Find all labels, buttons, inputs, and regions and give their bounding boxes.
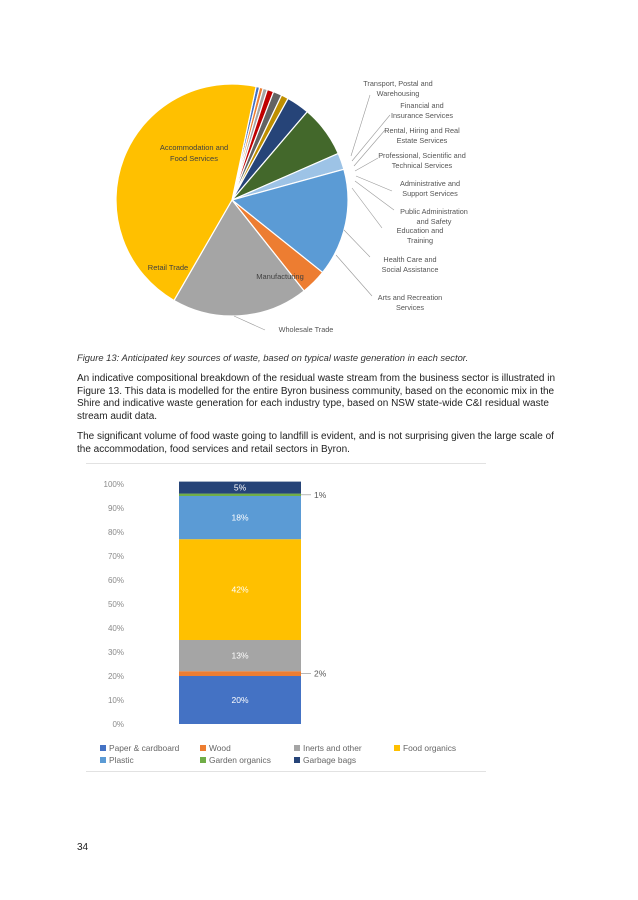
bar-data-label: 42%	[231, 584, 249, 595]
callout-leader-line	[354, 130, 385, 166]
bar-data-label: 1%	[314, 489, 327, 500]
bar-data-label: 13%	[231, 650, 249, 661]
pie-callout-label: Support Services	[402, 189, 458, 198]
callout-leader-line	[336, 255, 372, 296]
pie-callout-label: Rental, Hiring and Real	[384, 126, 460, 135]
y-tick-label: 80%	[107, 528, 124, 537]
legend-swatch	[100, 745, 106, 751]
pie-callout-label: Services	[396, 303, 424, 312]
body-paragraph-1: An indicative compositional breakdown of the residual waste stream from the business sector is illustrated in Figure 13. This data is modelled for the entire Byron business community, based on the economic mix in the Shire and indicative waste generation for each industry type, based on NSW state-wide C&I residual waste stream audit data.	[77, 373, 556, 422]
sector-pie-chart	[0, 0, 638, 345]
y-tick-label: 0%	[112, 720, 124, 729]
legend-swatch	[294, 745, 300, 751]
y-tick-label: 10%	[107, 696, 124, 705]
legend-item	[200, 743, 231, 753]
legend-label: Paper & cardboard	[109, 743, 180, 753]
pie-callout-label: Warehousing	[376, 89, 420, 98]
y-tick-label: 100%	[103, 480, 124, 489]
bar-data-label: 2%	[314, 668, 327, 679]
callout-leader-line	[355, 158, 378, 171]
legend-item	[294, 743, 362, 753]
callout-leader-line	[234, 316, 265, 330]
pie-callout-label: and Safety	[416, 217, 452, 226]
callout-leader-line	[355, 181, 394, 210]
legend-item	[100, 743, 179, 753]
pie-callout-label: Wholesale Trade	[278, 325, 334, 334]
legend-label: Inerts and other	[303, 743, 362, 753]
bar-data-label: 18%	[231, 512, 249, 523]
legend-item	[394, 743, 456, 753]
callout-leader-line	[344, 230, 370, 257]
legend-label: Wood	[209, 743, 231, 753]
pie-callout-label: Arts and Recreation	[377, 293, 443, 302]
y-tick-label: 30%	[107, 648, 124, 657]
pie-callout-label: Health Care and	[383, 255, 437, 264]
y-tick-label: 90%	[107, 504, 124, 513]
legend-label: Food organics	[403, 743, 457, 753]
stacked-bar-svg	[86, 464, 486, 771]
pie-callout-label: Training	[406, 236, 434, 245]
legend-label: Plastic	[109, 755, 134, 765]
legend-item	[200, 755, 271, 765]
pie-inner-label: Accommodation and	[159, 143, 229, 152]
legend-label: Garbage bags	[303, 755, 357, 765]
waste-composition-chart	[86, 463, 486, 772]
pie-callout-label: Public Administration	[400, 207, 468, 216]
legend-item	[294, 755, 356, 765]
pie-callout-label: Professional, Scientific and	[378, 151, 466, 160]
bar-data-label: 20%	[231, 695, 249, 705]
pie-callout-label: Technical Services	[391, 161, 453, 170]
pie-callout-label: Education and	[396, 226, 444, 235]
y-tick-label: 40%	[107, 624, 124, 633]
page-number: 34	[77, 842, 89, 853]
y-tick-label: 50%	[107, 600, 124, 609]
bar-segment	[179, 494, 301, 496]
y-tick-label: 70%	[107, 552, 124, 561]
legend-swatch	[200, 757, 206, 763]
callout-leader-line	[352, 188, 382, 228]
pie-callout-label: Estate Services	[396, 136, 448, 145]
legend-swatch	[200, 745, 206, 751]
pie-inner-label: Retail Trade	[147, 263, 189, 272]
legend-swatch	[294, 757, 300, 763]
callout-leader-line	[351, 95, 370, 156]
pie-callout-label: Insurance Services	[390, 111, 454, 120]
pie-inner-label: Food Services	[170, 154, 218, 163]
pie-inner-label: Manufacturing	[256, 272, 304, 281]
pie-callout-label: Transport, Postal and	[363, 79, 433, 88]
body-paragraph-2: The significant volume of food waste going to landfill is evident, and is not surprising given the large scale of the accommodation, food services and retail sectors in Byron.	[77, 431, 554, 455]
legend-swatch	[394, 745, 400, 751]
figure-caption: Figure 13: Anticipated key sources of waste, based on typical waste generation in each sector.	[77, 352, 469, 363]
legend-swatch	[100, 757, 106, 763]
pie-callout-label: Social Assistance	[381, 265, 439, 274]
legend-item	[100, 755, 134, 765]
y-tick-label: 60%	[107, 576, 124, 585]
callout-leader-line	[356, 176, 392, 191]
legend-label: Garden organics	[209, 755, 271, 765]
y-tick-label: 20%	[107, 672, 124, 681]
bar-data-label: 5%	[233, 482, 247, 493]
bar-segment	[179, 671, 301, 676]
pie-callout-label: Administrative and	[399, 179, 461, 188]
pie-callout-label: Financial and	[400, 101, 444, 110]
